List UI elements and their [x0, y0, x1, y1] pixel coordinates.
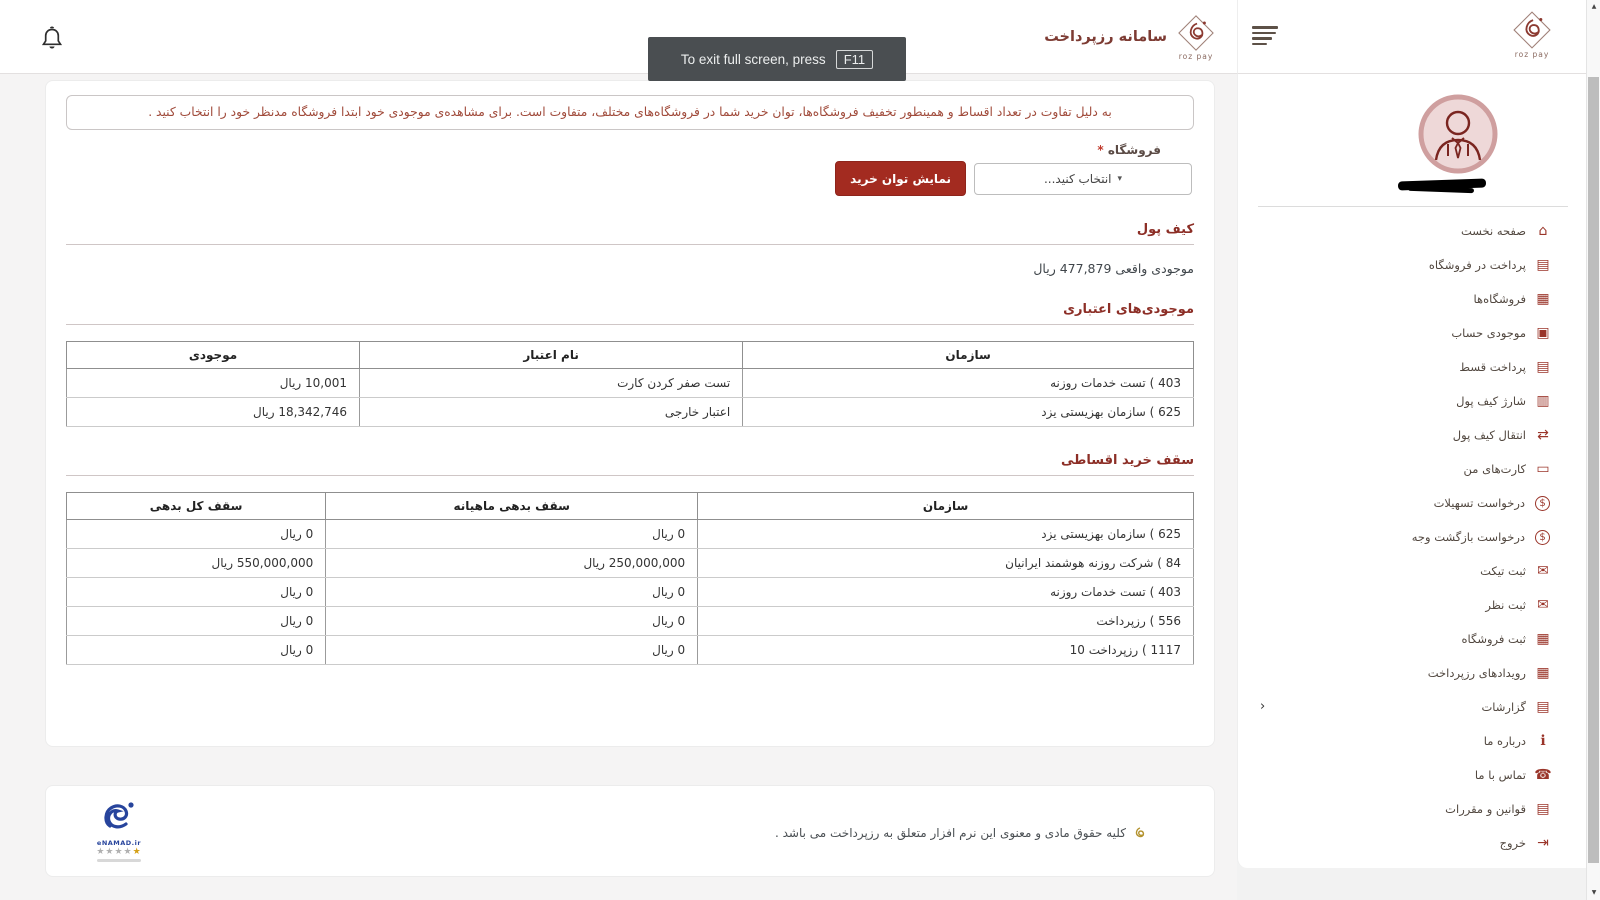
receipt-icon: ▤: [1536, 257, 1550, 273]
table-row: 625 ) سازمان بهزیستی یزد 0 ریال 0 ریال: [67, 520, 1194, 549]
sidebar-item-pay-installment[interactable]: ▤ پرداخت قسط: [1238, 350, 1586, 384]
dollar-circle-icon: $: [1535, 496, 1550, 511]
sidebar-item-stores[interactable]: ▦ فروشگاه‌ها: [1238, 282, 1586, 316]
rozpay-logo: [1175, 12, 1217, 61]
store-form-row: [66, 161, 1192, 196]
scrollbar-up-button[interactable]: ▲: [1591, 3, 1597, 10]
home-icon: ⌂: [1538, 223, 1548, 239]
sidebar-item-my-cards[interactable]: ▭ کارت‌های من: [1238, 452, 1586, 486]
real-balance: موجودی واقعی 477,879 ریال: [1033, 261, 1194, 276]
wallet-section-title: کیف پول: [1136, 222, 1194, 237]
store-select-value: انتخاب کنید...: [1043, 171, 1112, 186]
store-label: فروشگاه *: [1097, 143, 1161, 157]
cards-icon: ▭: [1536, 461, 1550, 477]
header-brand[interactable]: [1044, 12, 1217, 61]
enamad-star-rating: [96, 847, 141, 857]
table-row: 84 ) شرکت روزنه هوشمند ایرانیان 250,000,000 ریال 550,000,000 ریال: [67, 549, 1194, 578]
ticket-envelope-icon: ✉: [1537, 563, 1549, 579]
logout-icon: ⇥: [1537, 835, 1549, 851]
chevron-down-icon: ▾: [1117, 173, 1123, 184]
scrollbar[interactable]: [1586, 0, 1600, 900]
sidebar-item-logout[interactable]: ⇥ خروج: [1238, 826, 1586, 860]
sidebar: [1237, 74, 1586, 868]
balance-card: [45, 80, 1215, 747]
sidebar-menu: [1238, 214, 1586, 860]
scrollbar-down-button[interactable]: ▼: [1591, 889, 1597, 896]
menu-hamburger-icon[interactable]: [1252, 26, 1282, 48]
star-icon: ★: [105, 847, 115, 857]
info-icon: ℹ: [1540, 733, 1546, 749]
user-avatar: [1418, 94, 1498, 174]
phone-icon: ☎: [1534, 767, 1552, 783]
wallet-transfer-icon: ⇄: [1537, 427, 1549, 443]
main-content: [0, 74, 1237, 900]
copyright-line: [775, 826, 1148, 840]
main-header: [0, 0, 1237, 74]
app-title: سامانه رزپرداخت: [1044, 28, 1167, 45]
table-row: 403 ) تست خدمات روزنه تست صفر کردن کارت 10,001 ریال: [67, 369, 1194, 398]
sidebar-rozpay-logo[interactable]: [1510, 8, 1554, 59]
redacted-username: [1396, 177, 1490, 195]
info-alert: به دلیل تفاوت در تعداد اقساط و همینطور تخفیف فروشگاه‌ها، توان خرید شما در فروشگاه‌های مختلف، متفاوت است. برای مشاهده‌ی موجودی خود ابتدا فروشگاه مدنظر خود را انتخاب کنید .: [66, 95, 1194, 130]
sidebar-item-request-facilities[interactable]: $ درخواست تسهیلات: [1238, 486, 1586, 520]
sidebar-item-reports[interactable]: ▤ گزارشات ‹: [1238, 690, 1586, 724]
toast-text: To exit full screen, press: [680, 51, 826, 67]
sidebar-item-register-store[interactable]: ▦ ثبت فروشگاه: [1238, 622, 1586, 656]
table-row: 1117 ) رزپرداخت 10 0 ریال 0 ریال: [67, 636, 1194, 665]
sidebar-item-submit-feedback[interactable]: ✉ ثبت نظر: [1238, 588, 1586, 622]
calendar-events-icon: ▦: [1536, 665, 1550, 681]
page-footer: [45, 785, 1215, 877]
sidebar-item-request-refund[interactable]: $ درخواست بازگشت وجه: [1238, 520, 1586, 554]
brand-wordmark: roz pay: [1178, 52, 1214, 61]
sidebar-item-account-balance[interactable]: ▣ موجودی حساب: [1238, 316, 1586, 350]
reports-icon: ▤: [1536, 699, 1550, 715]
required-asterisk: *: [1097, 143, 1104, 157]
star-icon: ★: [123, 847, 133, 857]
enamad-trust-seal[interactable]: [76, 792, 162, 862]
store-icon: ▦: [1536, 291, 1550, 307]
enamad-logo-icon: [96, 792, 142, 838]
f11-key-badge: F11: [836, 50, 873, 69]
comment-envelope-icon: ✉: [1537, 597, 1549, 613]
star-icon: ★: [96, 847, 106, 857]
fullscreen-toast: [648, 37, 906, 81]
copyright-text: کلیه حقوق مادی و معنوی این نرم افزار متعلق به رزپرداخت می باشد .: [774, 826, 1126, 840]
sidebar-item-transfer-wallet[interactable]: ⇄ انتقال کیف پول: [1238, 418, 1586, 452]
divider: [66, 475, 1194, 476]
sidebar-topbar: [1237, 0, 1586, 74]
chevron-left-icon[interactable]: ‹: [1260, 699, 1266, 714]
wallet-charge-icon: ▥: [1536, 393, 1550, 409]
rozpay-rose-icon: [1175, 12, 1217, 54]
brand-wordmark: roz pay: [1514, 50, 1550, 59]
sidebar-item-pay-in-store[interactable]: ▤ پرداخت در فروشگاه: [1238, 248, 1586, 282]
sidebar-item-rozpay-events[interactable]: ▦ رویدادهای رزپرداخت: [1238, 656, 1586, 690]
divider: [66, 244, 1194, 245]
dollar-circle-icon: $: [1535, 530, 1550, 545]
table-row: 625 ) سازمان بهزیستی یزد اعتبار خارجی 18,342,746 ریال: [67, 398, 1194, 427]
credit-balances-table: [66, 341, 1194, 427]
enamad-caption: [97, 859, 141, 862]
divider: [66, 324, 1194, 325]
enamad-wordmark: eNAMAD.ir: [96, 839, 142, 847]
sidebar-item-submit-ticket[interactable]: ✉ ثبت تیکت: [1238, 554, 1586, 588]
table-header-row: سازمان سقف بدهی ماهیانه سقف کل بدهی: [67, 493, 1194, 520]
divider: [1258, 206, 1568, 207]
star-icon: ★: [114, 847, 124, 857]
notifications-bell-icon[interactable]: [40, 26, 64, 52]
sidebar-item-home[interactable]: ⌂ صفحه نخست: [1238, 214, 1586, 248]
sidebar-item-contact-us[interactable]: ☎ تماس با ما: [1474, 767, 1552, 783]
table-row: 403 ) تست خدمات روزنه 0 ریال 0 ریال: [67, 578, 1194, 607]
store-select[interactable]: [974, 163, 1192, 195]
installment-icon: ▤: [1536, 359, 1550, 375]
sidebar-item-about-us[interactable]: ℹ درباره ما: [1238, 724, 1586, 758]
star-icon: ★: [132, 847, 142, 857]
credit-section-title: موجودی‌های اعتباری: [1063, 302, 1194, 317]
balance-icon: ▣: [1536, 325, 1550, 341]
installment-ceiling-table: [66, 492, 1194, 665]
installment-section-title: سقف خرید اقساطی: [1061, 453, 1194, 468]
rozpay-gold-icon: [1132, 826, 1148, 840]
table-header-row: سازمان نام اعتبار موجودی: [67, 342, 1194, 369]
rozpay-rose-icon: [1510, 8, 1554, 52]
sidebar-item-rules[interactable]: ▤ قوانین و مقررات: [1238, 792, 1586, 826]
show-purchase-power-button[interactable]: نمایش توان خرید: [835, 161, 966, 196]
register-store-icon: ▦: [1536, 631, 1550, 647]
scrollbar-thumb[interactable]: [1588, 77, 1599, 863]
sidebar-item-charge-wallet[interactable]: ▥ شارژ کیف پول: [1238, 384, 1586, 418]
rules-list-icon: ▤: [1536, 801, 1550, 817]
table-row: 556 ) رزپرداخت 0 ریال 0 ریال: [67, 607, 1194, 636]
